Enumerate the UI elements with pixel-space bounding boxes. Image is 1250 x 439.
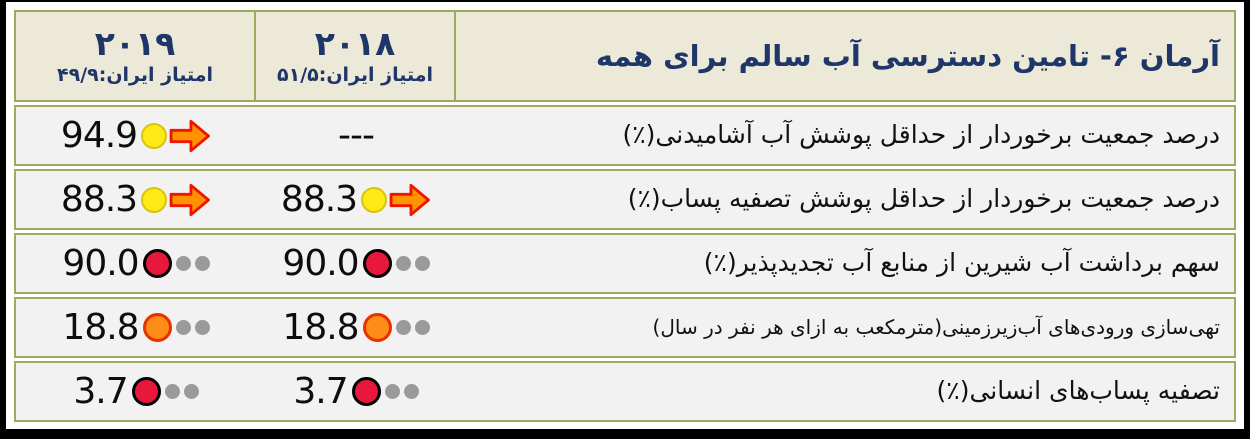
header-2018-cell bbox=[256, 12, 456, 100]
indicator-label-cell bbox=[456, 107, 1234, 164]
value-2018-cell bbox=[256, 107, 456, 164]
indicator-label-cell bbox=[456, 363, 1234, 420]
value-2019-cell bbox=[16, 235, 256, 292]
yellow-circle-icon bbox=[141, 187, 167, 213]
table-row bbox=[14, 105, 1236, 166]
value-2019-cell bbox=[16, 299, 256, 356]
gray-dot-icon bbox=[176, 320, 191, 335]
value-2019: 88.3 bbox=[60, 178, 138, 220]
value-2018: 3.7 bbox=[293, 370, 348, 412]
orange-circle-icon bbox=[363, 313, 392, 342]
value-2019-cell bbox=[16, 107, 256, 164]
value-2019-cell bbox=[16, 363, 256, 420]
table-header-row bbox=[14, 10, 1236, 102]
table-row bbox=[14, 233, 1236, 294]
value-2018: --- bbox=[338, 114, 374, 156]
sdg6-indicators-table bbox=[14, 10, 1236, 422]
value-2018: 18.8 bbox=[282, 306, 359, 348]
value-2019: 94.9 bbox=[60, 114, 138, 156]
red-circle-icon bbox=[143, 249, 172, 278]
yellow-circle-icon bbox=[141, 123, 167, 149]
iran-score-2018: امتیاز ایران:۵۱/۵ bbox=[277, 63, 434, 86]
value-2019: 3.7 bbox=[73, 370, 128, 412]
red-circle-icon bbox=[132, 377, 161, 406]
orange-circle-icon bbox=[143, 313, 172, 342]
gray-dot-icon bbox=[404, 384, 419, 399]
value-2018-cell bbox=[256, 299, 456, 356]
page-title: آرمان ۶- تامین دسترسی آب سالم برای همه bbox=[595, 39, 1220, 73]
yellow-circle-icon bbox=[361, 187, 387, 213]
value-2018-cell bbox=[256, 235, 456, 292]
table-row bbox=[14, 361, 1236, 422]
gray-dot-icon bbox=[195, 256, 210, 271]
gray-dot-icon bbox=[184, 384, 199, 399]
gray-dot-icon bbox=[415, 256, 430, 271]
table-row bbox=[14, 169, 1236, 230]
indicator-label: تهی‌سازی ورودی‌های آب‌زیرزمینی(مترمکعب به ازای هر نفر در سال) bbox=[652, 315, 1220, 339]
indicator-label-cell bbox=[456, 171, 1234, 228]
value-2018: 90.0 bbox=[282, 242, 359, 284]
iran-score-2019: امتیاز ایران:۴۹/۹ bbox=[57, 63, 214, 86]
value-2019: 18.8 bbox=[62, 306, 139, 348]
year-2019-label: ۲۰۱۹ bbox=[94, 23, 176, 63]
gray-dot-icon bbox=[396, 256, 411, 271]
gray-dot-icon bbox=[396, 320, 411, 335]
value-2019: 90.0 bbox=[62, 242, 139, 284]
header-title-cell bbox=[456, 12, 1234, 100]
value-2018: 88.3 bbox=[280, 178, 358, 220]
gray-dot-icon bbox=[195, 320, 210, 335]
value-2018-cell bbox=[256, 363, 456, 420]
indicator-label: درصد جمعیت برخوردار از حداقل پوشش آب آشامیدنی(٪) bbox=[622, 120, 1220, 150]
indicator-label-cell bbox=[456, 299, 1234, 356]
indicator-label-cell bbox=[456, 235, 1234, 292]
red-circle-icon bbox=[363, 249, 392, 278]
gray-dot-icon bbox=[415, 320, 430, 335]
gray-dot-icon bbox=[385, 384, 400, 399]
right-arrow-icon bbox=[169, 118, 211, 154]
indicator-label: تصفیه پساب‌های انسانی(٪) bbox=[936, 376, 1220, 406]
indicator-label: سهم برداشت آب شیرین از منابع آب تجدیدپذیر(٪) bbox=[703, 248, 1220, 278]
red-circle-icon bbox=[352, 377, 381, 406]
value-2018-cell bbox=[256, 171, 456, 228]
table-row bbox=[14, 297, 1236, 358]
gray-dot-icon bbox=[176, 256, 191, 271]
header-2019-cell bbox=[16, 12, 256, 100]
right-arrow-icon bbox=[169, 182, 211, 218]
year-2018-label: ۲۰۱۸ bbox=[314, 23, 396, 63]
gray-dot-icon bbox=[165, 384, 180, 399]
indicator-label: درصد جمعیت برخوردار از حداقل پوشش تصفیه پساب(٪) bbox=[627, 184, 1220, 214]
value-2019-cell bbox=[16, 171, 256, 228]
right-arrow-icon bbox=[389, 182, 431, 218]
